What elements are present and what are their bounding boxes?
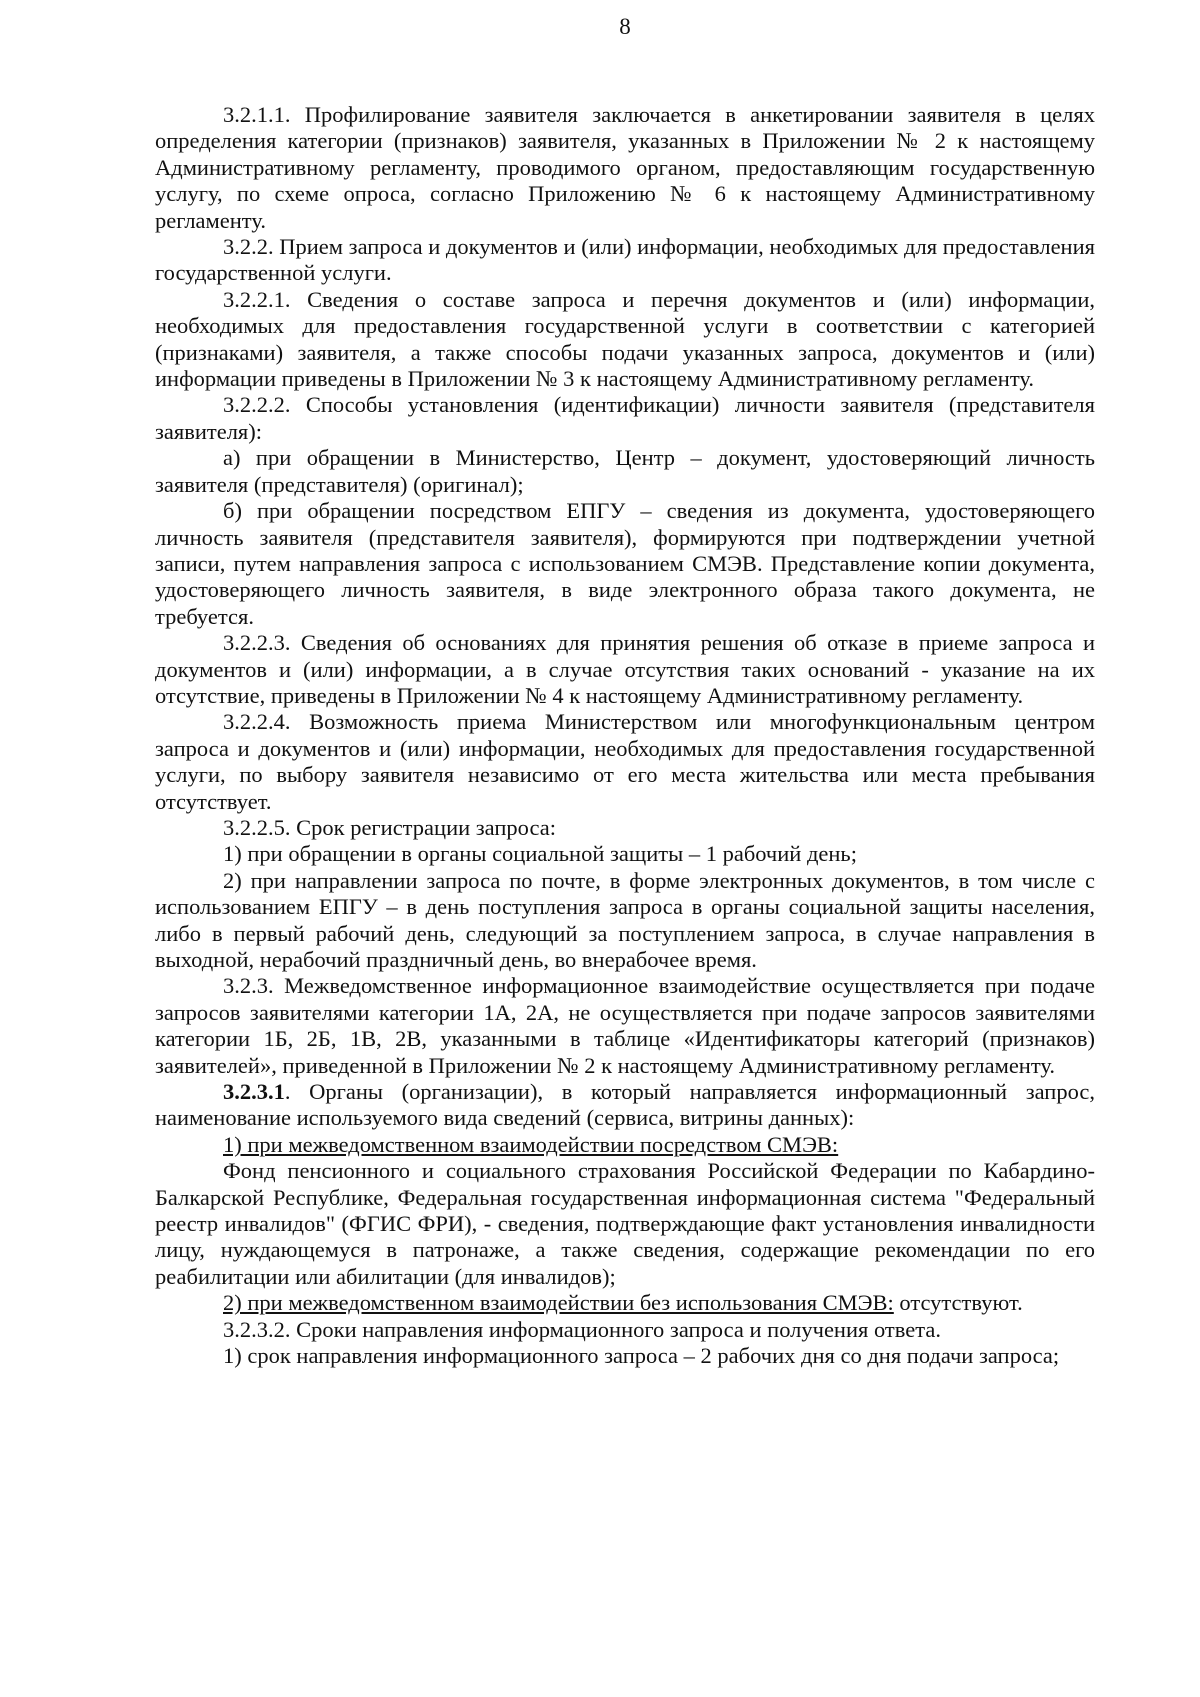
paragraph-3-2-3-1-text: . Органы (организации), в который направляется информационный запрос, наименование используемого вида сведений (сервиса, витрины данных):: [155, 1079, 1095, 1131]
paragraph-3-2-2-4: 3.2.2.4. Возможность приема Министерством или многофункциональным центром запроса и документов и (или) информации, необходимых для предоставления государственной услуги, по выбору заявителя независимо от его места жительства или места пребывания отсутствует.: [155, 709, 1095, 814]
smev-heading-text: 1) при межведомственном взаимодействии посредством СМЭВ:: [223, 1131, 839, 1157]
paragraph-term-1: 1) при обращении в органы социальной защиты – 1 рабочий день;: [223, 841, 857, 867]
paragraph-3-2-3-1: [155, 1079, 1095, 1132]
paragraph-term-2: 2) при направлении запроса по почте, в форме электронных документов, в том числе с использованием ЕПГУ – в день поступления запроса в органы социальной защиты населения, либо в первый рабочий день, следующий за поступлением запроса, в случае направления в выходной, нерабочий праздничный день, во внерабочее время.: [155, 867, 1095, 972]
paragraph-3-2-2-5: 3.2.2.5. Срок регистрации запроса:: [223, 814, 556, 840]
paragraph-item-b: б) при обращении посредством ЕПГУ – сведения из документа, удостоверяющего личность заявителя (представителя заявителя), формируются при подтверждении учетной записи, путем направления запроса с использованием СМЭВ. Представление копии документа, удостоверяющего личность заявителя, в виде электронного образа такого документа, не требуется.: [155, 498, 1095, 629]
page-number: 8: [619, 14, 631, 39]
paragraph-3-2-2-3: 3.2.2.3. Сведения об основаниях для принятия решения об отказе в приеме запроса и документов и (или) информации, а в случае отсутствия таких оснований - указание на их отсутствие, приведены в Приложении № 4 к настоящему Административному регламенту.: [155, 630, 1095, 708]
paragraph-3-2-2: 3.2.2. Прием запроса и документов и (или) информации, необходимых для предоставления государственной услуги.: [155, 234, 1095, 286]
paragraph-3-2-3-1-number: 3.2.3.1: [223, 1079, 285, 1105]
paragraph-item-a: а) при обращении в Министерство, Центр – документ, удостоверяющий личность заявителя (представителя) (оригинал);: [155, 445, 1095, 497]
paragraph-deadline-1: 1) срок направления информационного запроса – 2 рабочих дня со дня подачи запроса;: [223, 1343, 1060, 1369]
paragraph-3-2-2-2: 3.2.2.2. Способы установления (идентификации) личности заявителя (представителя заявителя):: [155, 392, 1095, 444]
paragraph-3-2-3-2: 3.2.3.2. Сроки направления информационного запроса и получения ответа.: [223, 1316, 941, 1342]
paragraph-3-2-2-1: 3.2.2.1. Сведения о составе запроса и перечня документов и (или) информации, необходимых для предоставления государственной услуги в соответствии с категорией (признаками) заявителя, а также способы подачи указанных запроса, документов и (или) информации приведены в Приложении № 3 к настоящему Административному регламенту.: [155, 286, 1095, 392]
document-body: [155, 102, 1095, 1370]
paragraph-3-2-1-1: 3.2.1.1. Профилирование заявителя заключается в анкетировании заявителя в целях определения категории (признаков) заявителя, указанных в Приложении № 2 к настоящему Административному регламенту, проводимого органом, предоставляющим государственную услугу, по схеме опроса, согласно Приложению № 6 к настоящему Административному регламенту.: [155, 102, 1095, 233]
paragraph-fund: Фонд пенсионного и социального страхования Российской Федерации по Кабардино-Балкарской Республике, Федеральная государственная информационная система "Федеральный реестр инвалидов" (ФГИС ФРИ), - сведения, подтверждающие факт установления инвалидности лицу, нуждающемуся в патронаже, а также сведения, содержащие рекомендации по его реабилитации или абилитации (для инвалидов);: [155, 1158, 1095, 1289]
paragraph-smev-heading: [155, 1132, 1095, 1158]
paragraph-3-2-3: 3.2.3. Межведомственное информационное взаимодействие осуществляется при подаче запросов заявителями категории 1А, 2А, не осуществляется при подаче запросов заявителями категории 1Б, 2Б, 1В, 2В, указанными в таблице «Идентификаторы категорий (признаков) заявителей», приведенной в Приложении № 2 к настоящему Административному регламенту.: [155, 973, 1095, 1078]
no-smev-heading-text: 2) при межведомственном взаимодействии без использования СМЭВ:: [223, 1290, 894, 1316]
paragraph-no-smev: [155, 1290, 1095, 1316]
no-smev-rest-text: отсутствуют.: [893, 1290, 1023, 1316]
